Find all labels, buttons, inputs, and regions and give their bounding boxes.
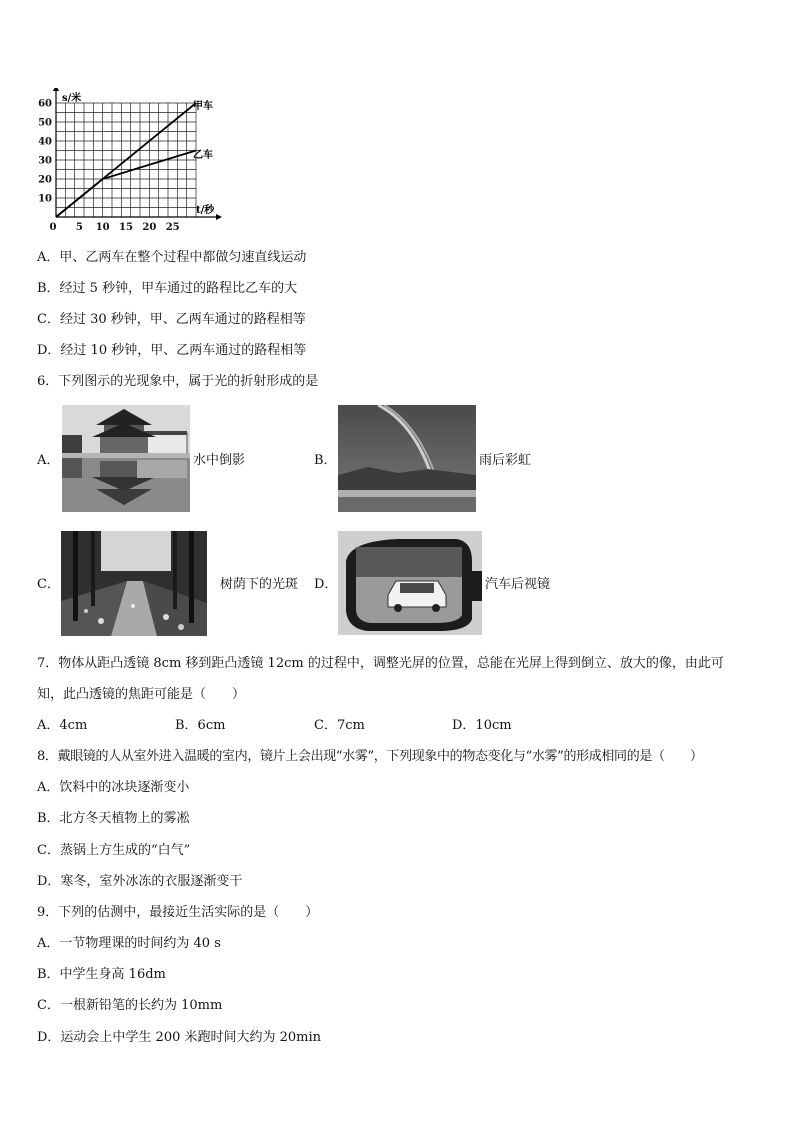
q9-stem: 9．下列的估测中，最接近生活实际的是（ ） [37,905,319,920]
car-mirror-photo [338,531,482,635]
rainbow-photo [338,405,476,512]
x-tick-label: 25 [165,222,180,233]
q8-option-b: B．北方冬天植物上的雾凇 [37,811,190,826]
series-label-yi: 乙车 [193,150,213,161]
q8-option-c: C．蒸锅上方生成的“白气” [37,843,191,858]
y-axis-label: s/米 [62,93,82,104]
q7-stem-line1: 7．物体从距凸透镜 8cm 移到距凸透镜 12cm 的过程中，调整光屏的位置，总能在光屏上得到倒立、放大的像，由此可 [37,656,724,671]
y-tick-label: 10 [38,193,52,205]
q5-option-b: B．经过 5 秒钟，甲车通过的路程比乙车的大 [37,281,298,296]
x-axis-arrow [216,214,222,220]
q6-option-c-letter: C． [37,577,60,592]
q6-option-a-caption: 水中倒影 [193,453,246,468]
x-tick-label: 10 [95,222,110,233]
q9-option-c: C．一根新铅笔的长约为 10mm [37,998,223,1013]
q7-option-c: C．7cm [314,718,365,733]
q8-stem: 8．戴眼镜的人从室外进入温暖的室内，镜片上会出现“水雾”，下列现象中的物态变化与“水雾”的形成相同的是（ ） [37,749,703,764]
q7-option-b: B．6cm [175,718,226,733]
tree-shade-photo [61,531,207,636]
x-tick-label: 20 [142,222,157,233]
q8-option-a: A．饮料中的冰块逐渐变小 [37,780,190,795]
x-axis-label: t/秒 [196,205,215,216]
q7-stem-line2: 知，此凸透镜的焦距可能是（ ） [37,687,246,702]
q7-option-d: D．10cm [452,718,512,733]
x-tick-label: 15 [119,222,133,233]
q6-stem: 6．下列图示的光现象中，属于光的折射形成的是 [37,374,319,389]
q6-option-d-caption: 汽车后视镜 [485,577,551,592]
q5-option-c: C．经过 30 秒钟，甲、乙两车通过的路程相等 [37,312,306,327]
q6-option-d-letter: D． [314,577,338,592]
q6-option-a-letter: A． [37,453,60,468]
q7-option-a: A．4cm [37,718,88,733]
pagoda-reflection-photo [62,405,190,512]
y-axis-arrow [53,88,59,91]
tick-label-origin: 0 [49,222,57,233]
q6-option-c-caption: 树荫下的光斑 [220,577,299,592]
y-tick-label: 60 [38,98,52,110]
series-label-jia: 甲车 [193,101,213,112]
y-tick-label: 20 [38,174,52,186]
q6-option-b-caption: 雨后彩虹 [479,453,532,468]
x-tick-label: 5 [75,222,83,233]
st-chart [36,88,226,236]
y-tick-label: 50 [38,117,52,129]
q9-option-a: A．一节物理课的时间约为 40 s [37,936,221,951]
y-tick-label: 40 [38,136,52,148]
q9-option-b: B．中学生身高 16dm [37,967,166,982]
q5-option-a: A．甲、乙两车在整个过程中都做匀速直线运动 [37,250,307,265]
q6-option-b-letter: B． [314,453,337,468]
q9-option-d: D．运动会上中学生 200 米跑时间大约为 20min [37,1030,322,1045]
q5-option-d: D．经过 10 秒钟，甲、乙两车通过的路程相等 [37,343,307,358]
q8-option-d: D．寒冬，室外冰冻的衣服逐渐变干 [37,874,243,889]
y-tick-label: 30 [38,155,52,167]
